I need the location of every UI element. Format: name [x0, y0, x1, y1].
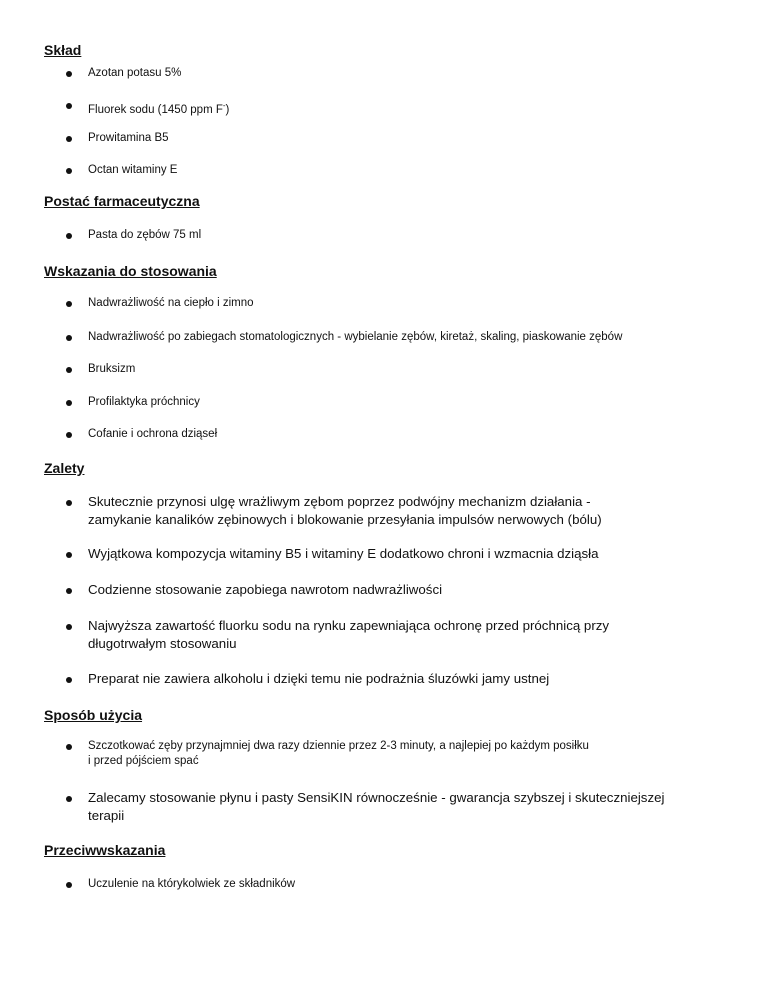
section-heading: Przeciwwskazania	[44, 842, 166, 858]
section-heading: Zalety	[44, 460, 85, 476]
section-wskazania: Wskazania do stosowania Nadwrażliwość na ciepło i zimno Nadwrażliwość po zabiegach stomatologicznych - wybielanie zębów, kiretaż, skaling, piaskowanie zębów Bruksizm Profilaktyka próchnicy Cofanie i ochrona dziąseł	[44, 263, 623, 440]
section-heading: Skład	[44, 42, 82, 58]
bullet-icon	[66, 233, 72, 239]
bullet-icon	[66, 71, 72, 77]
section-heading: Sposób użycia	[44, 707, 143, 723]
bullet-icon	[66, 796, 72, 802]
bullet-icon	[66, 588, 72, 594]
bullet-icon	[66, 335, 72, 341]
bullet-icon	[66, 744, 72, 750]
bullet-icon	[66, 168, 72, 174]
bullet-icon	[66, 103, 72, 109]
section-heading: Postać farmaceutyczna	[44, 193, 200, 209]
section-heading: Wskazania do stosowania	[44, 263, 217, 279]
bullet-icon	[66, 367, 72, 373]
bullet-icon	[66, 301, 72, 307]
section-sklad: Skład Azotan potasu 5% Fluorek sodu (1450 ppm F-) Prowitamina B5 Octan witaminy E	[44, 42, 230, 176]
section-postac: Postać farmaceutyczna Pasta do zębów 75 ml	[44, 193, 202, 241]
section-zalety: Zalety Skutecznie przynosi ulgę wrażliwym zębom poprzez podwójny mechanizm działania - zamykanie kanalików zębinowych i blokowanie przesyłania impulsów nerwowych (bólu) Wyjątkowa kompozycja witaminy B5 i witaminy E dodatkowo chroni i wzmacnia dziąsła Codzienne stosowanie zapobiega nawrotom nadwrażliwości Najwyższa zawartość fluorku sodu na rynku zapewniająca ochronę przed próchnicą przy długotrwałym stosowaniu Preparat nie zawiera alkoholu i dzięki temu nie podrażnia śluzówki jamy ustnej	[44, 460, 610, 686]
bullet-icon	[66, 432, 72, 438]
bullet-icon	[66, 624, 72, 630]
section-sposob-uzycia: Sposób użycia Szczotkować zęby przynajmniej dwa razy dziennie przez 2-3 minuty, a najlepiej po każdym posiłku i przed pójściem spać Zalecamy stosowanie płynu i pasty SensiKIN równocześnie - gwarancja szybszej i skuteczniejszej terapii	[44, 707, 665, 823]
section-przeciwwskazania: Przeciwwskazania Uczulenie na którykolwiek ze składników	[44, 842, 296, 890]
bullet-icon	[66, 136, 72, 142]
bullet-icon	[66, 882, 72, 888]
bullet-icon	[66, 677, 72, 683]
bullet-icon	[66, 552, 72, 558]
bullet-icon	[66, 500, 72, 506]
bullet-icon	[66, 400, 72, 406]
